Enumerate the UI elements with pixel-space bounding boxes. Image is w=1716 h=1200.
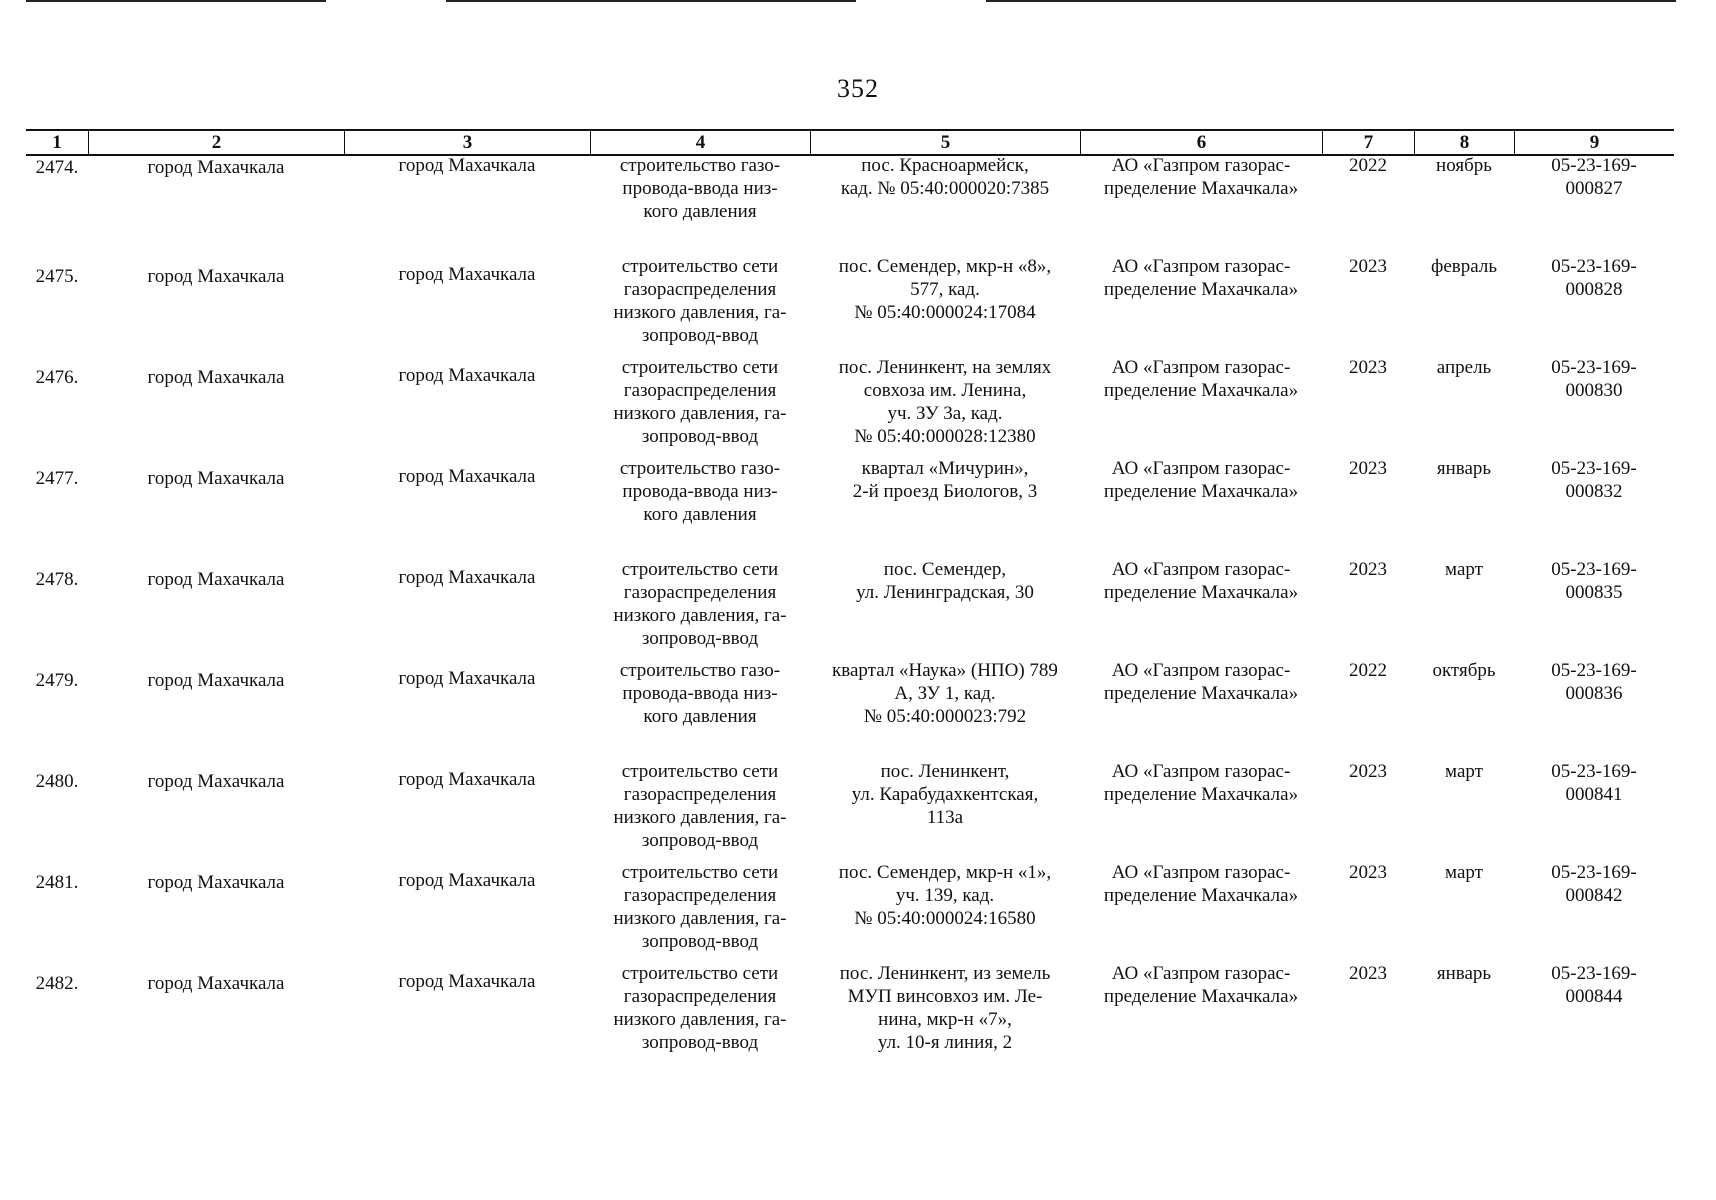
code-cell: 05-23-169- 000827 [1551,155,1637,199]
table-row [26,962,1674,1063]
column-header: 5 [810,131,1080,154]
organization-cell: АО «Газпром газорас- пределение Махачкала» [1103,559,1299,603]
address-cell: пос. Семендер, мкр-н «1», уч. 139, кад. № 05:40:000024:16580 [838,862,1052,929]
organization-cell: АО «Газпром газорас- пределение Махачкала» [1103,761,1299,805]
month-cell: март [1445,559,1483,580]
month-cell: март [1445,862,1483,883]
row-number: 2481. [35,872,79,893]
row-number: 2482. [35,973,79,994]
column-header: 7 [1322,131,1414,154]
column-header: 8 [1414,131,1514,154]
work-description-cell: строительство газо- провода-ввода низ- кого давления [619,155,781,222]
municipality-cell: город Махачкала [147,872,285,893]
municipality-cell: город Махачкала [147,569,285,590]
work-description-cell: строительство сети газораспределения низкого давления, га- зопровод-ввод [613,256,787,346]
table-row [26,558,1674,659]
table-body [26,154,1674,1063]
settlement-cell: город Махачкала [398,567,536,588]
row-number: 2475. [35,266,79,287]
code-cell: 05-23-169- 000841 [1551,761,1637,805]
address-cell: пос. Красноармейск, кад. № 05:40:000020:7385 [840,155,1050,199]
year-cell: 2023 [1349,357,1387,378]
municipality-cell: город Махачкала [147,670,285,691]
address-cell: пос. Семендер, ул. Ленинградская, 30 [856,559,1034,603]
top-scan-rule-center [446,0,856,2]
code-cell: 05-23-169- 000835 [1551,559,1637,603]
column-header: 4 [590,131,810,154]
organization-cell: АО «Газпром газорас- пределение Махачкала» [1103,660,1299,704]
year-cell: 2023 [1349,458,1387,479]
organization-cell: АО «Газпром газорас- пределение Махачкала» [1103,862,1299,906]
work-description-cell: строительство газо- провода-ввода низ- кого давления [619,660,781,727]
table-row [26,154,1674,255]
organization-cell: АО «Газпром газорас- пределение Махачкала» [1103,963,1299,1007]
row-number: 2479. [35,670,79,691]
work-description-cell: строительство сети газораспределения низкого давления, га- зопровод-ввод [613,862,787,952]
work-description-cell: строительство сети газораспределения низкого давления, га- зопровод-ввод [613,357,787,447]
work-description-cell: строительство сети газораспределения низкого давления, га- зопровод-ввод [613,761,787,851]
address-cell: квартал «Наука» (НПО) 789 А, ЗУ 1, кад. № 05:40:000023:792 [832,660,1058,727]
column-header: 2 [88,131,344,154]
settlement-cell: город Махачкала [398,155,536,176]
work-description-cell: строительство газо- провода-ввода низ- кого давления [619,458,781,525]
month-cell: февраль [1431,256,1497,277]
year-cell: 2022 [1349,155,1387,176]
settlement-cell: город Махачкала [398,264,536,285]
year-cell: 2022 [1349,660,1387,681]
table-row [26,760,1674,861]
top-scan-rule-right [986,0,1676,2]
table-row [26,861,1674,962]
municipality-cell: город Махачкала [147,367,285,388]
municipality-cell: город Махачкала [147,771,285,792]
address-cell: пос. Ленинкент, ул. Карабудахкентская, 113а [851,761,1039,828]
top-scan-rule-left [26,0,326,2]
row-number: 2478. [35,569,79,590]
settlement-cell: город Махачкала [398,365,536,386]
municipality-cell: город Махачкала [147,157,285,178]
organization-cell: АО «Газпром газорас- пределение Махачкала» [1103,155,1299,199]
month-cell: ноябрь [1436,155,1492,176]
code-cell: 05-23-169- 000844 [1551,963,1637,1007]
code-cell: 05-23-169- 000830 [1551,357,1637,401]
settlement-cell: город Махачкала [398,466,536,487]
year-cell: 2023 [1349,256,1387,277]
column-header: 9 [1514,131,1674,154]
page-number: 352 [837,74,879,103]
table-row [26,255,1674,356]
year-cell: 2023 [1349,963,1387,984]
municipality-cell: город Махачкала [147,973,285,994]
address-cell: пос. Ленинкент, на землях совхоза им. Ленина, уч. ЗУ 3а, кад. № 05:40:000028:12380 [838,357,1052,447]
settlement-cell: город Махачкала [398,769,536,790]
month-cell: январь [1436,458,1492,479]
address-cell: пос. Ленинкент, из земель МУП винсовхоз им. Ле- нина, мкр-н «7», ул. 10-я линия, 2 [839,963,1051,1053]
code-cell: 05-23-169- 000836 [1551,660,1637,704]
address-cell: пос. Семендер, мкр-н «8», 577, кад. № 05:40:000024:17084 [838,256,1052,323]
organization-cell: АО «Газпром газорас- пределение Махачкала» [1103,256,1299,300]
settlement-cell: город Махачкала [398,668,536,689]
work-description-cell: строительство сети газораспределения низкого давления, га- зопровод-ввод [613,963,787,1053]
settlement-cell: город Махачкала [398,971,536,992]
table-row [26,457,1674,558]
month-cell: апрель [1436,357,1492,378]
row-number: 2477. [35,468,79,489]
table-row [26,356,1674,457]
work-description-cell: строительство сети газораспределения низкого давления, га- зопровод-ввод [613,559,787,649]
column-header: 6 [1080,131,1322,154]
month-cell: октябрь [1432,660,1496,681]
settlement-cell: город Махачкала [398,870,536,891]
year-cell: 2023 [1349,761,1387,782]
column-header: 3 [344,131,590,154]
organization-cell: АО «Газпром газорас- пределение Махачкала» [1103,458,1299,502]
table-row [26,659,1674,760]
year-cell: 2023 [1349,862,1387,883]
code-cell: 05-23-169- 000842 [1551,862,1637,906]
column-header: 1 [52,132,62,153]
year-cell: 2023 [1349,559,1387,580]
month-cell: март [1445,761,1483,782]
row-number: 2480. [35,771,79,792]
month-cell: январь [1436,963,1492,984]
municipality-cell: город Махачкала [147,468,285,489]
organization-cell: АО «Газпром газорас- пределение Махачкала» [1103,357,1299,401]
table-header [26,129,1674,156]
municipality-cell: город Махачкала [147,266,285,287]
row-number: 2474. [35,157,79,178]
code-cell: 05-23-169- 000828 [1551,256,1637,300]
row-number: 2476. [35,367,79,388]
code-cell: 05-23-169- 000832 [1551,458,1637,502]
address-cell: квартал «Мичурин», 2-й проезд Биологов, 3 [852,458,1038,502]
